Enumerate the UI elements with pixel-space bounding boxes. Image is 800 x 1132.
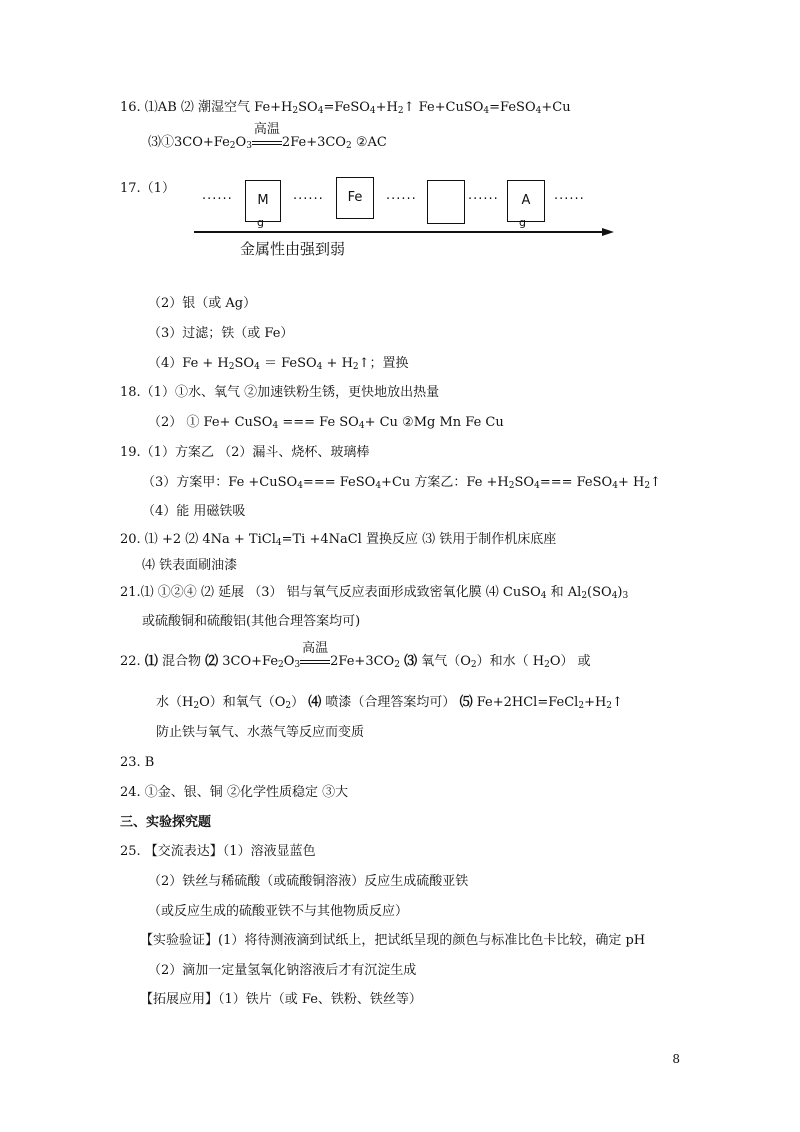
q16-line1: 16. ⑴AB ⑵ 潮湿空气 $Fe+H_2SO_4=FeSO_4+H_2↑$ Fe+CuSO$_4$=FeSO$_4$+Cu <box>120 100 571 116</box>
q24-line: 24. ①金、银、铜 ②化学性质稳定 ③大 <box>120 785 349 800</box>
dots: ······ <box>554 192 585 207</box>
q17-line2: （2）银（或 Ag） <box>148 296 257 311</box>
q16-line2: $⑶①3CO+Fe_2O_3$ 高温 $2Fe+3CO_2$ ②AC <box>148 122 387 151</box>
activity-arrow <box>194 227 614 237</box>
high-temp-condition: 高温 <box>252 134 282 152</box>
metal-box-fe: Fe <box>336 177 374 219</box>
q25-line5: （2）滴加一定量氢氧化钠溶液后才有沉淀生成 <box>148 963 417 978</box>
dots: ······ <box>386 192 417 207</box>
q17-line4: $(4)Fe + H_2SO_4$ ＝ FeSO$_4$ + $H_2↑$；置换 <box>148 356 409 372</box>
q20-line1: 20. ⑴ +2 ⑵ 4Na + TiCl$_4$=Ti +4NaCl 置换反应 ⑶ 铁用于制作机床底座 <box>120 532 557 548</box>
section-title: 三、实验探究题 <box>120 815 212 830</box>
q17-label: 17.（1） <box>120 181 175 196</box>
dots: ······ <box>202 192 233 207</box>
dots: ······ <box>468 192 499 207</box>
page-number: 8 <box>672 1052 680 1066</box>
q25-line6: 【拓展应用】（1）铁片（或 Fe、铁粉、铁丝等） <box>140 992 422 1007</box>
q21-line2: 或硫酸铜和硫酸铝(其他合理答案均可) <box>142 614 361 629</box>
q22-line1: 22. ⑴ 混合物 ⑵ $3CO+Fe_2O_3$ 高温 $2Fe+3CO_2$ ⑶ 氧气$(O_2)$和水（ $H_2O$） 或 <box>120 641 591 670</box>
q20-line2: ⑷ 铁表面刷油漆 <box>142 558 238 573</box>
q23-line: 23. B <box>120 755 155 770</box>
q19-line2: （3）方案甲：Fe +CuSO$_4$=== FeSO$_4$+Cu 方案乙：$Fe +H_2SO_4===$ FeSO$_4$+ $H_2↑$ <box>142 475 661 491</box>
metal-box-empty <box>427 180 465 224</box>
q17-line3: （3）过滤；铁（或 Fe） <box>148 326 294 341</box>
q21-line1: 21.⑴ ①②④ ⑵ 延展 （3） 铝与氧气反应表面形成致密氧化膜 ⑷ CuSO$_4$ 和 $Al_2(SO_4)_3$ <box>120 585 629 601</box>
q19-line1: 19.（1）方案乙 （2）漏斗、烧杯、玻璃棒 <box>120 445 370 460</box>
q18-line1: 18.（1）①水、氧气 ②加速铁粉生锈，更快地放出热量 <box>120 385 440 400</box>
activity-axis-label: 金属性由强到弱 <box>240 240 346 258</box>
metal-box-mg: M <box>245 180 281 222</box>
box-sub-g2: g <box>519 216 526 229</box>
metal-box-ag: A <box>507 180 545 222</box>
box-sub-g1: g <box>257 216 264 229</box>
q18-line2: （2） ① Fe+ CuSO$_4$ === Fe $SO_4+ Cu$ ②Mg Mn Fe Cu <box>148 415 504 431</box>
q25-line3: （或反应生成的硫酸亚铁不与其他物质反应） <box>148 904 409 919</box>
q25-line4: 【实验验证】(1）将待测液滴到试纸上，把试纸呈现的颜色与标准比色卡比较，确定 pH <box>140 933 646 948</box>
q22-line2: 水$(H_2O)$和氧气$(O_2)$ ⑷ 喷漆（合理答案均可） ⑸ $Fe+2HCl=FeCl_2+H_2↑$ <box>156 695 623 711</box>
dots: ······ <box>293 192 324 207</box>
q22-line3: 防止铁与氧气、水蒸气等反应而变质 <box>156 725 365 740</box>
q25-line2: （2）铁丝与稀硫酸（或硫酸铜溶液）反应生成硫酸亚铁 <box>148 874 469 889</box>
metal-activity-diagram <box>150 172 620 262</box>
q25-line1: 25. 【交流表达】（1）溶液显蓝色 <box>120 844 316 859</box>
q19-line3: （4）能 用磁铁吸 <box>142 504 246 519</box>
high-temp-condition: 高温 <box>300 653 330 671</box>
